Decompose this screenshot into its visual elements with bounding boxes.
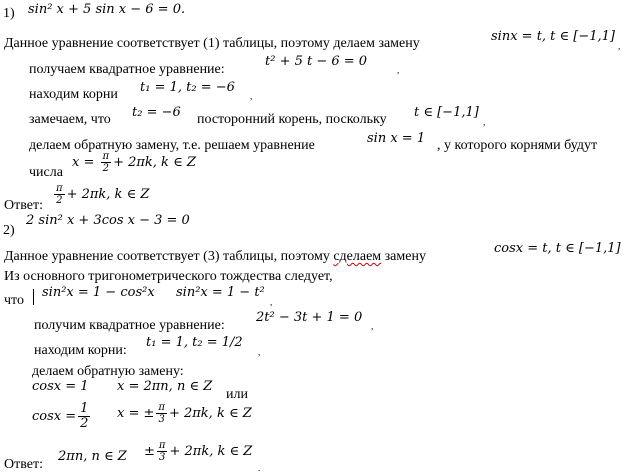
- text-cursor: [33, 289, 34, 305]
- problem-1-intro: Данное уравнение соответствует (1) таблицы, поэтому делаем замену: [4, 36, 420, 51]
- problem-1-number: 1): [3, 6, 15, 21]
- intro-text-a: Данное уравнение соответствует (3) таблицы, поэтому: [4, 249, 334, 264]
- text-mark: ,: [483, 117, 486, 127]
- problem-2-case-2-rhs: [117, 402, 252, 425]
- case-2-rhs-fraction: [156, 402, 167, 425]
- solution-numerator: π: [102, 151, 110, 162]
- problem-2-number: 2): [3, 223, 15, 238]
- problem-2-case-1-lhs: cosx = 1: [32, 379, 89, 394]
- answer-b-numerator: π: [158, 440, 166, 451]
- problem-2-case-2-lhs: [32, 402, 92, 431]
- solution-denominator: 2: [102, 163, 109, 174]
- case-2-rhs-numerator: π: [158, 402, 165, 413]
- text-mark: .: [258, 463, 261, 473]
- problem-2-quadratic-text: получим квадратное уравнение:: [34, 318, 225, 333]
- problem-1-note-text-a: замечаем, что: [29, 112, 111, 127]
- problem-1-reverse-equation: sin x = 1: [367, 131, 426, 146]
- problem-2-identity-text: Из основного тригонометрического тождества следует,: [4, 269, 333, 284]
- problem-1-quadratic-text: получаем квадратное уравнение:: [29, 62, 225, 77]
- problem-2-answer-b: [144, 440, 252, 463]
- answer-rest: + 2πk, k ∈ Z: [66, 187, 150, 202]
- text-mark: ,: [618, 41, 621, 51]
- problem-2-identity-b: sin²x = 1 − t²: [176, 285, 265, 300]
- problem-2-quadratic-equation: 2t² − 3t + 1 = 0: [256, 310, 363, 325]
- problem-2-roots-text: находим корни:: [34, 343, 127, 358]
- problem-2-case-1-rhs: x = 2πn, n ∈ Z: [117, 379, 213, 394]
- answer-b-fraction: [157, 440, 168, 463]
- intro-text-b: замену: [381, 249, 426, 264]
- problem-1-reverse-text-b: , у которого корнями будут: [437, 138, 598, 153]
- problem-2-answer-label: Ответ:: [4, 457, 43, 472]
- answer-b-sign: ±: [144, 444, 155, 459]
- problem-2-identity-a: sin²x = 1 − cos²x: [42, 285, 155, 300]
- spellcheck-underlined-word: сделаем: [333, 249, 382, 264]
- case-2-rhs-b: + 2πk, k ∈ Z: [168, 406, 252, 421]
- problem-2-equation: 2 sin² x + 3cos x − 3 = 0: [26, 213, 190, 228]
- answer-denominator: 2: [56, 195, 63, 206]
- text-mark: ,: [258, 347, 261, 357]
- case-2-rhs-a: x = ±: [117, 406, 155, 421]
- text-mark: ,: [270, 297, 273, 307]
- case-2-numerator: 1: [80, 401, 89, 416]
- problem-1-solution: [72, 151, 196, 174]
- problem-1-note-text-b: посторонний корень, поскольку: [197, 112, 387, 127]
- problem-2-substitution: cosx = t, t ∈ [−1,1]: [494, 241, 621, 256]
- answer-b-rest: + 2πk, k ∈ Z: [169, 444, 253, 459]
- problem-1-answer: [52, 183, 149, 206]
- text-mark: ,: [371, 321, 374, 331]
- case-2-denominator: 2: [80, 416, 89, 431]
- problem-2-intro: [4, 250, 426, 264]
- case-2-fraction: [78, 402, 90, 431]
- problem-1-roots: t₁ = 1, t₂ = −6: [140, 80, 235, 95]
- problem-2-answer-a: 2πn, n ∈ Z: [58, 449, 127, 464]
- case-2-rhs-denominator: 3: [158, 414, 165, 425]
- or-label: или: [226, 387, 248, 402]
- problem-2-that-label: что: [4, 293, 24, 308]
- problem-1-note-equation: t₂ = −6: [132, 105, 181, 120]
- answer-fraction: [54, 183, 65, 206]
- problem-1-answer-label: Ответ:: [4, 198, 43, 213]
- solution-fraction: [101, 151, 112, 174]
- text-mark: ,: [250, 91, 253, 101]
- solution-lhs: x =: [72, 155, 99, 170]
- answer-numerator: π: [56, 183, 63, 194]
- problem-2-roots: t₁ = 1, t₂ = 1/2: [146, 335, 243, 350]
- answer-b-denominator: 3: [159, 452, 166, 463]
- problem-1-note-condition: t ∈ [−1,1]: [414, 105, 479, 120]
- problem-2-reverse-text: делаем обратную замену:: [32, 364, 184, 379]
- problem-1-reverse-text-a: делаем обратную замену, т.е. решаем уравнение: [29, 138, 315, 153]
- problem-1-equation: sin² x + 5 sin x − 6 = 0.: [28, 2, 186, 17]
- problem-1-substitution: sinx = t, t ∈ [−1,1]: [491, 29, 616, 44]
- case-2-lhs-text: cosx =: [32, 409, 77, 424]
- solution-rest: + 2πk, k ∈ Z: [113, 155, 196, 170]
- text-mark: ,: [397, 65, 400, 75]
- problem-1-roots-text: находим корни: [29, 87, 118, 102]
- problem-1-quadratic-equation: t² + 5 t − 6 = 0: [265, 54, 368, 69]
- problem-1-numbers-label: числа: [29, 165, 63, 180]
